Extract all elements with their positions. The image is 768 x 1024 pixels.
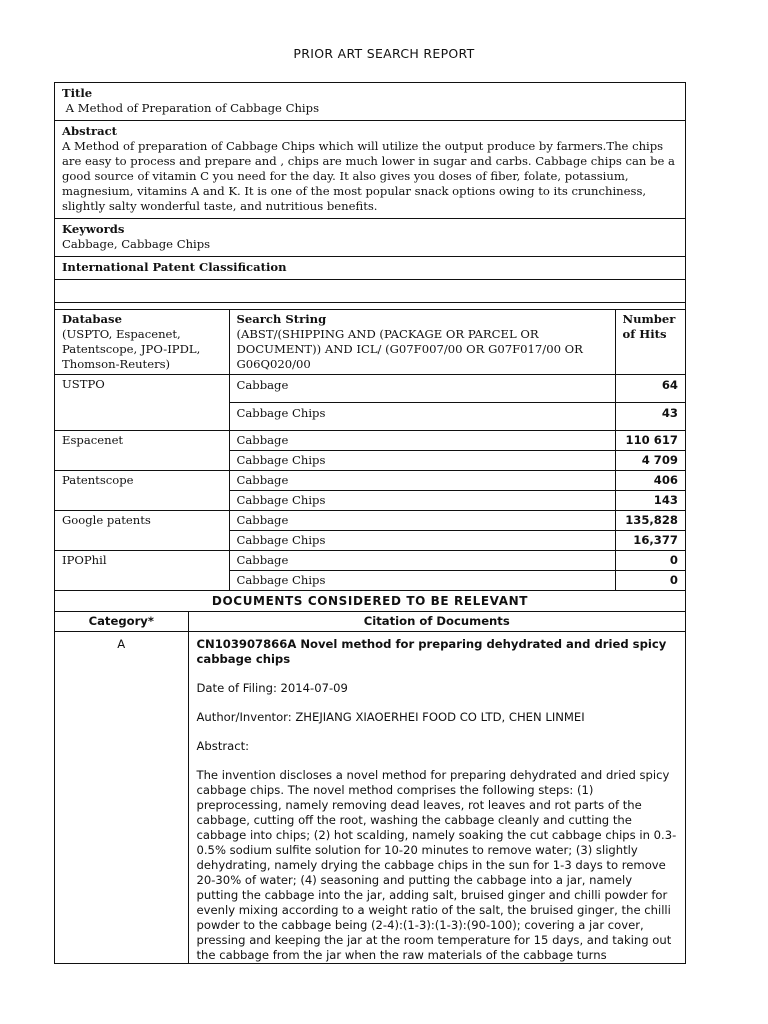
ipc-label: International Patent Classification [62, 260, 287, 274]
search-term-cell: Cabbage Chips [229, 451, 615, 471]
citation-title: CN103907866A Novel method for preparing dehydrated and dried spicy cabbage chips [196, 637, 667, 666]
title-value: A Method of Preparation of Cabbage Chips [62, 101, 320, 115]
database-header-label: Database [62, 312, 122, 326]
search-term-cell: Cabbage Chips [229, 403, 615, 431]
table-row [55, 511, 685, 531]
search-term-cell: Cabbage [229, 511, 615, 531]
database-cell: Patentscope [55, 471, 229, 511]
hits-cell: 0 [615, 551, 685, 571]
relevant-table [55, 612, 685, 964]
hits-cell: 16,377 [615, 531, 685, 551]
abstract-text: A Method of preparation of Cabbage Chips which will utilize the output produce by farmers.The chips are easy to process and prepare and , chips are much lower in sugar and carbs. Cabbage chips can be a good source of vitamin C you need for the day. It also gives you doses of fiber, folate, potassium, magnesium, vitamins A and K. It is one of the most popular snack options owing to its crunchiness, slightly salty wonderful taste, and nutritious benefits. [62, 139, 675, 213]
hits-cell: 110 617 [615, 431, 685, 451]
abstract-section [55, 121, 685, 219]
database-header [55, 310, 229, 375]
table-row [55, 431, 685, 451]
keywords-label: Keywords [62, 222, 125, 236]
search-string-value: (ABST/(SHIPPING AND (PACKAGE OR PARCEL OR DOCUMENT)) AND ICL/ (G07F007/00 OR G07F017/00 OR G06Q020/00 [236, 327, 583, 371]
hits-cell: 143 [615, 491, 685, 511]
table-row [55, 551, 685, 571]
search-term-cell: Cabbage [229, 431, 615, 451]
database-cell: Espacenet [55, 431, 229, 471]
citation-abstract-label: Abstract: [196, 739, 250, 753]
report-heading: PRIOR ART SEARCH REPORT [293, 46, 475, 61]
search-string-header [229, 310, 615, 375]
relevant-heading: DOCUMENTS CONSIDERED TO BE RELEVANT [55, 591, 685, 612]
title-section [55, 83, 685, 121]
citation-header: Citation of Documents [188, 612, 685, 632]
table-row [55, 375, 685, 403]
ipc-value-blank [55, 280, 685, 303]
search-term-cell: Cabbage Chips [229, 531, 615, 551]
search-header-row [55, 310, 685, 375]
database-header-list: (USPTO, Espacenet, Patentscope, JPO-IPDL, Thomson-Reuters) [62, 327, 201, 371]
search-term-cell: Cabbage [229, 375, 615, 403]
search-term-cell: Cabbage [229, 471, 615, 491]
table-row [55, 632, 685, 964]
database-cell: Google patents [55, 511, 229, 551]
keywords-section [55, 219, 685, 257]
search-table [55, 309, 685, 591]
relevant-header-row [55, 612, 685, 632]
ipc-section [55, 257, 685, 280]
hits-cell: 0 [615, 571, 685, 591]
search-term-cell: Cabbage [229, 551, 615, 571]
citation-abstract-text: The invention discloses a novel method for preparing dehydrated and dried spicy cabbage chips. The novel method comprises the following steps: (1) preprocessing, namely removing dead leaves, rot leaves and rot parts of the cabbage, cutting off the root, washing the cabbage cleanly and cutting the cabbage into chips; (2) hot scalding, namely soaking the cut cabbage chips in 0.3-0.5% sodium sulfite solution for 10-20 minutes to remove water; (3) slightly dehydrating, namely drying the cabbage chips in the sun for 1-3 days to remove 20-30% of water; (4) seasoning and putting the cabbage into a jar, namely putting the cabbage into the jar, adding salt, bruised ginger and chilli powder for evenly mixing according to a weight ratio of the salt, the bruised ginger, the chilli powder to the cabbage being (2-4):(1-3):(1-3):(90-100); covering a jar cover, pressing and keeping the jar at the room temperature for 15 days, and taking out the cabbage from the jar when the raw materials of the cabbage turns [196, 768, 677, 962]
hits-header [615, 310, 685, 375]
abstract-label: Abstract [62, 124, 118, 138]
citation-cell [188, 632, 685, 964]
author-inventor: Author/Inventor: ZHEJIANG XIAOERHEI FOOD CO LTD, CHEN LINMEI [196, 710, 585, 724]
search-term-cell: Cabbage Chips [229, 571, 615, 591]
database-cell: IPOPhil [55, 551, 229, 591]
hits-cell: 43 [615, 403, 685, 431]
database-cell: USTPO [55, 375, 229, 431]
search-term-cell: Cabbage Chips [229, 491, 615, 511]
hits-header-label: Number of Hits [622, 312, 676, 341]
search-string-label: Search String [236, 312, 327, 326]
table-row [55, 471, 685, 491]
hits-cell: 64 [615, 375, 685, 403]
report-table [54, 82, 686, 964]
filing-date: Date of Filing: 2014-07-09 [196, 681, 348, 695]
category-header: Category* [55, 612, 188, 632]
category-cell: A [55, 632, 188, 964]
hits-cell: 4 709 [615, 451, 685, 471]
keywords-value: Cabbage, Cabbage Chips [62, 237, 211, 251]
hits-cell: 406 [615, 471, 685, 491]
title-label: Title [62, 86, 93, 100]
hits-cell: 135,828 [615, 511, 685, 531]
